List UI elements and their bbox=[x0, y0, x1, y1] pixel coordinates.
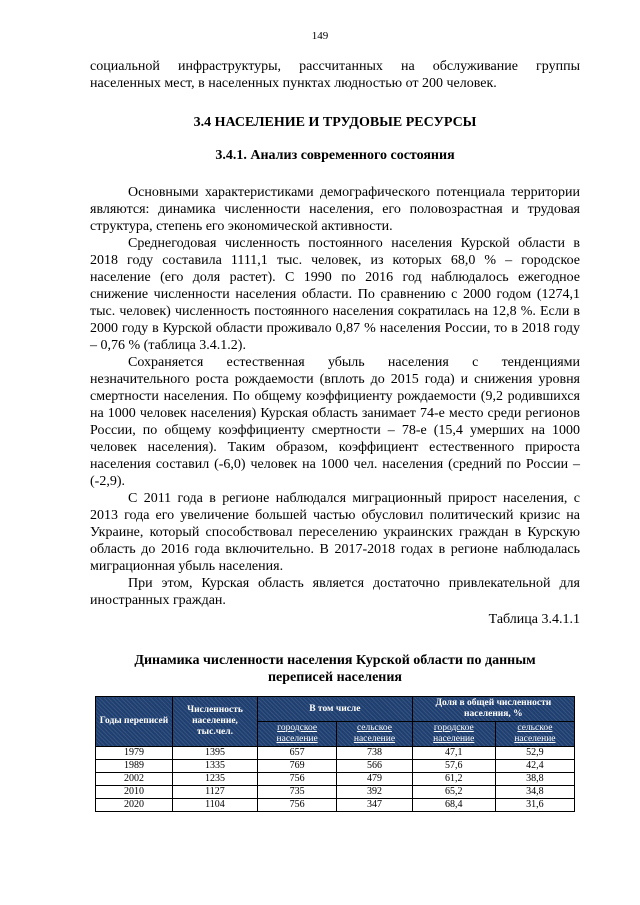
cell-urban-pct: 65,2 bbox=[412, 786, 495, 799]
cell-urban: 735 bbox=[258, 786, 337, 799]
cell-rural-pct: 52,9 bbox=[495, 747, 574, 760]
page-number: 149 bbox=[311, 30, 329, 42]
cell-urban-pct: 57,6 bbox=[412, 760, 495, 773]
cell-year: 2002 bbox=[96, 773, 173, 786]
cell-rural: 479 bbox=[337, 773, 412, 786]
cell-rural-pct: 31,6 bbox=[495, 799, 574, 812]
table-title: Динамика численности населения Курской области по данным переписей населения bbox=[134, 653, 536, 685]
cell-urban-pct: 61,2 bbox=[412, 773, 495, 786]
cell-total: 1235 bbox=[173, 773, 258, 786]
cell-rural: 392 bbox=[337, 786, 412, 799]
cell-rural-pct: 34,8 bbox=[495, 786, 574, 799]
cell-total: 1127 bbox=[173, 786, 258, 799]
cell-rural: 347 bbox=[337, 799, 412, 812]
cell-urban: 769 bbox=[258, 760, 337, 773]
header-urban-share: городское население bbox=[412, 722, 495, 747]
cell-total: 1104 bbox=[173, 799, 258, 812]
table-row bbox=[96, 747, 575, 760]
cell-year: 2010 bbox=[96, 786, 173, 799]
cell-year: 1989 bbox=[96, 760, 173, 773]
intro-paragraph: социальной инфраструктуры, рассчитанных на обслуживание группы населенных мест, в населенных пунктах людностью от 200 человек. bbox=[90, 59, 580, 91]
cell-urban: 756 bbox=[258, 799, 337, 812]
cell-year: 1979 bbox=[96, 747, 173, 760]
paragraph: Сохраняется естественная убыль населения с тенденциями незначительного роста рождаемости (вплоть до 2015 года) и снижения уровня смертности населения. По общему коэффициенту рождаемости (9,2 родившихся на 1000 человек населения) Курская область занимает 74-е место среди регионов России, по общему коэффициенту смертности – 78-е (15,4 умерших на 1000 человек населения). Таким образом, коэффициент естественного прироста населения составил (-6,0) человек на 1000 чел. населения (средний по России – (-2,9). bbox=[90, 355, 580, 489]
cell-urban-pct: 68,4 bbox=[412, 799, 495, 812]
paragraph: Среднегодовая численность постоянного населения Курской области в 2018 году составила 1111,1 тыс. человек, из которых 68,0 % – городское население (его доля растет). С 1990 по 2016 год наблюдалось ежегодное снижение численности населения области. По сравнению с 2000 годом (1274,1 тыс. человек) численность постоянного населения сократилась на 12,8 %. Если в 2000 году в Курской области проживало 0,87 % населения России, то в 2018 году – 0,76 % (таблица 3.4.1.2). bbox=[90, 236, 580, 353]
cell-urban: 756 bbox=[258, 773, 337, 786]
table-row bbox=[96, 760, 575, 773]
page-content bbox=[90, 58, 580, 812]
cell-rural-pct: 38,8 bbox=[495, 773, 574, 786]
cell-urban: 657 bbox=[258, 747, 337, 760]
header-share: Доля в общей численности населения, % bbox=[412, 697, 574, 722]
table-row bbox=[96, 786, 575, 799]
cell-total: 1335 bbox=[173, 760, 258, 773]
header-rural-share: сельское население bbox=[495, 722, 574, 747]
cell-rural: 566 bbox=[337, 760, 412, 773]
population-table bbox=[95, 696, 575, 812]
paragraph: С 2011 года в регионе наблюдался миграционный прирост населения, с 2013 года его увеличение большей частью обусловил политический кризис на Украине, который способствовал переселению украинских граждан в Курскую область до 2016 года включительно. В 2017-2018 годах в регионе наблюдалась миграционная убыль населения. bbox=[90, 491, 580, 574]
header-years: Годы переписей bbox=[96, 697, 173, 747]
header-urban: городское население bbox=[258, 722, 337, 747]
cell-rural-pct: 42,4 bbox=[495, 760, 574, 773]
cell-total: 1395 bbox=[173, 747, 258, 760]
paragraph: Основными характеристиками демографического потенциала территории являются: динамика численности населения, его половозрастная и трудовая структура, степень его экономической активности. bbox=[90, 185, 580, 234]
header-population: Численность население, тыс.чел. bbox=[173, 697, 258, 747]
table-row bbox=[96, 773, 575, 786]
table-row bbox=[96, 799, 575, 812]
subsection-heading: 3.4.1. Анализ современного состояния bbox=[215, 148, 455, 163]
header-including: В том числе bbox=[258, 697, 413, 722]
section-heading: 3.4 НАСЕЛЕНИЕ И ТРУДОВЫЕ РЕСУРСЫ bbox=[193, 115, 477, 130]
header-rural: сельское население bbox=[337, 722, 412, 747]
cell-rural: 738 bbox=[337, 747, 412, 760]
paragraph: При этом, Курская область является достаточно привлекательной для иностранных граждан. bbox=[90, 576, 580, 608]
cell-year: 2020 bbox=[96, 799, 173, 812]
table-number: Таблица 3.4.1.1 bbox=[488, 612, 580, 627]
cell-urban-pct: 47,1 bbox=[412, 747, 495, 760]
